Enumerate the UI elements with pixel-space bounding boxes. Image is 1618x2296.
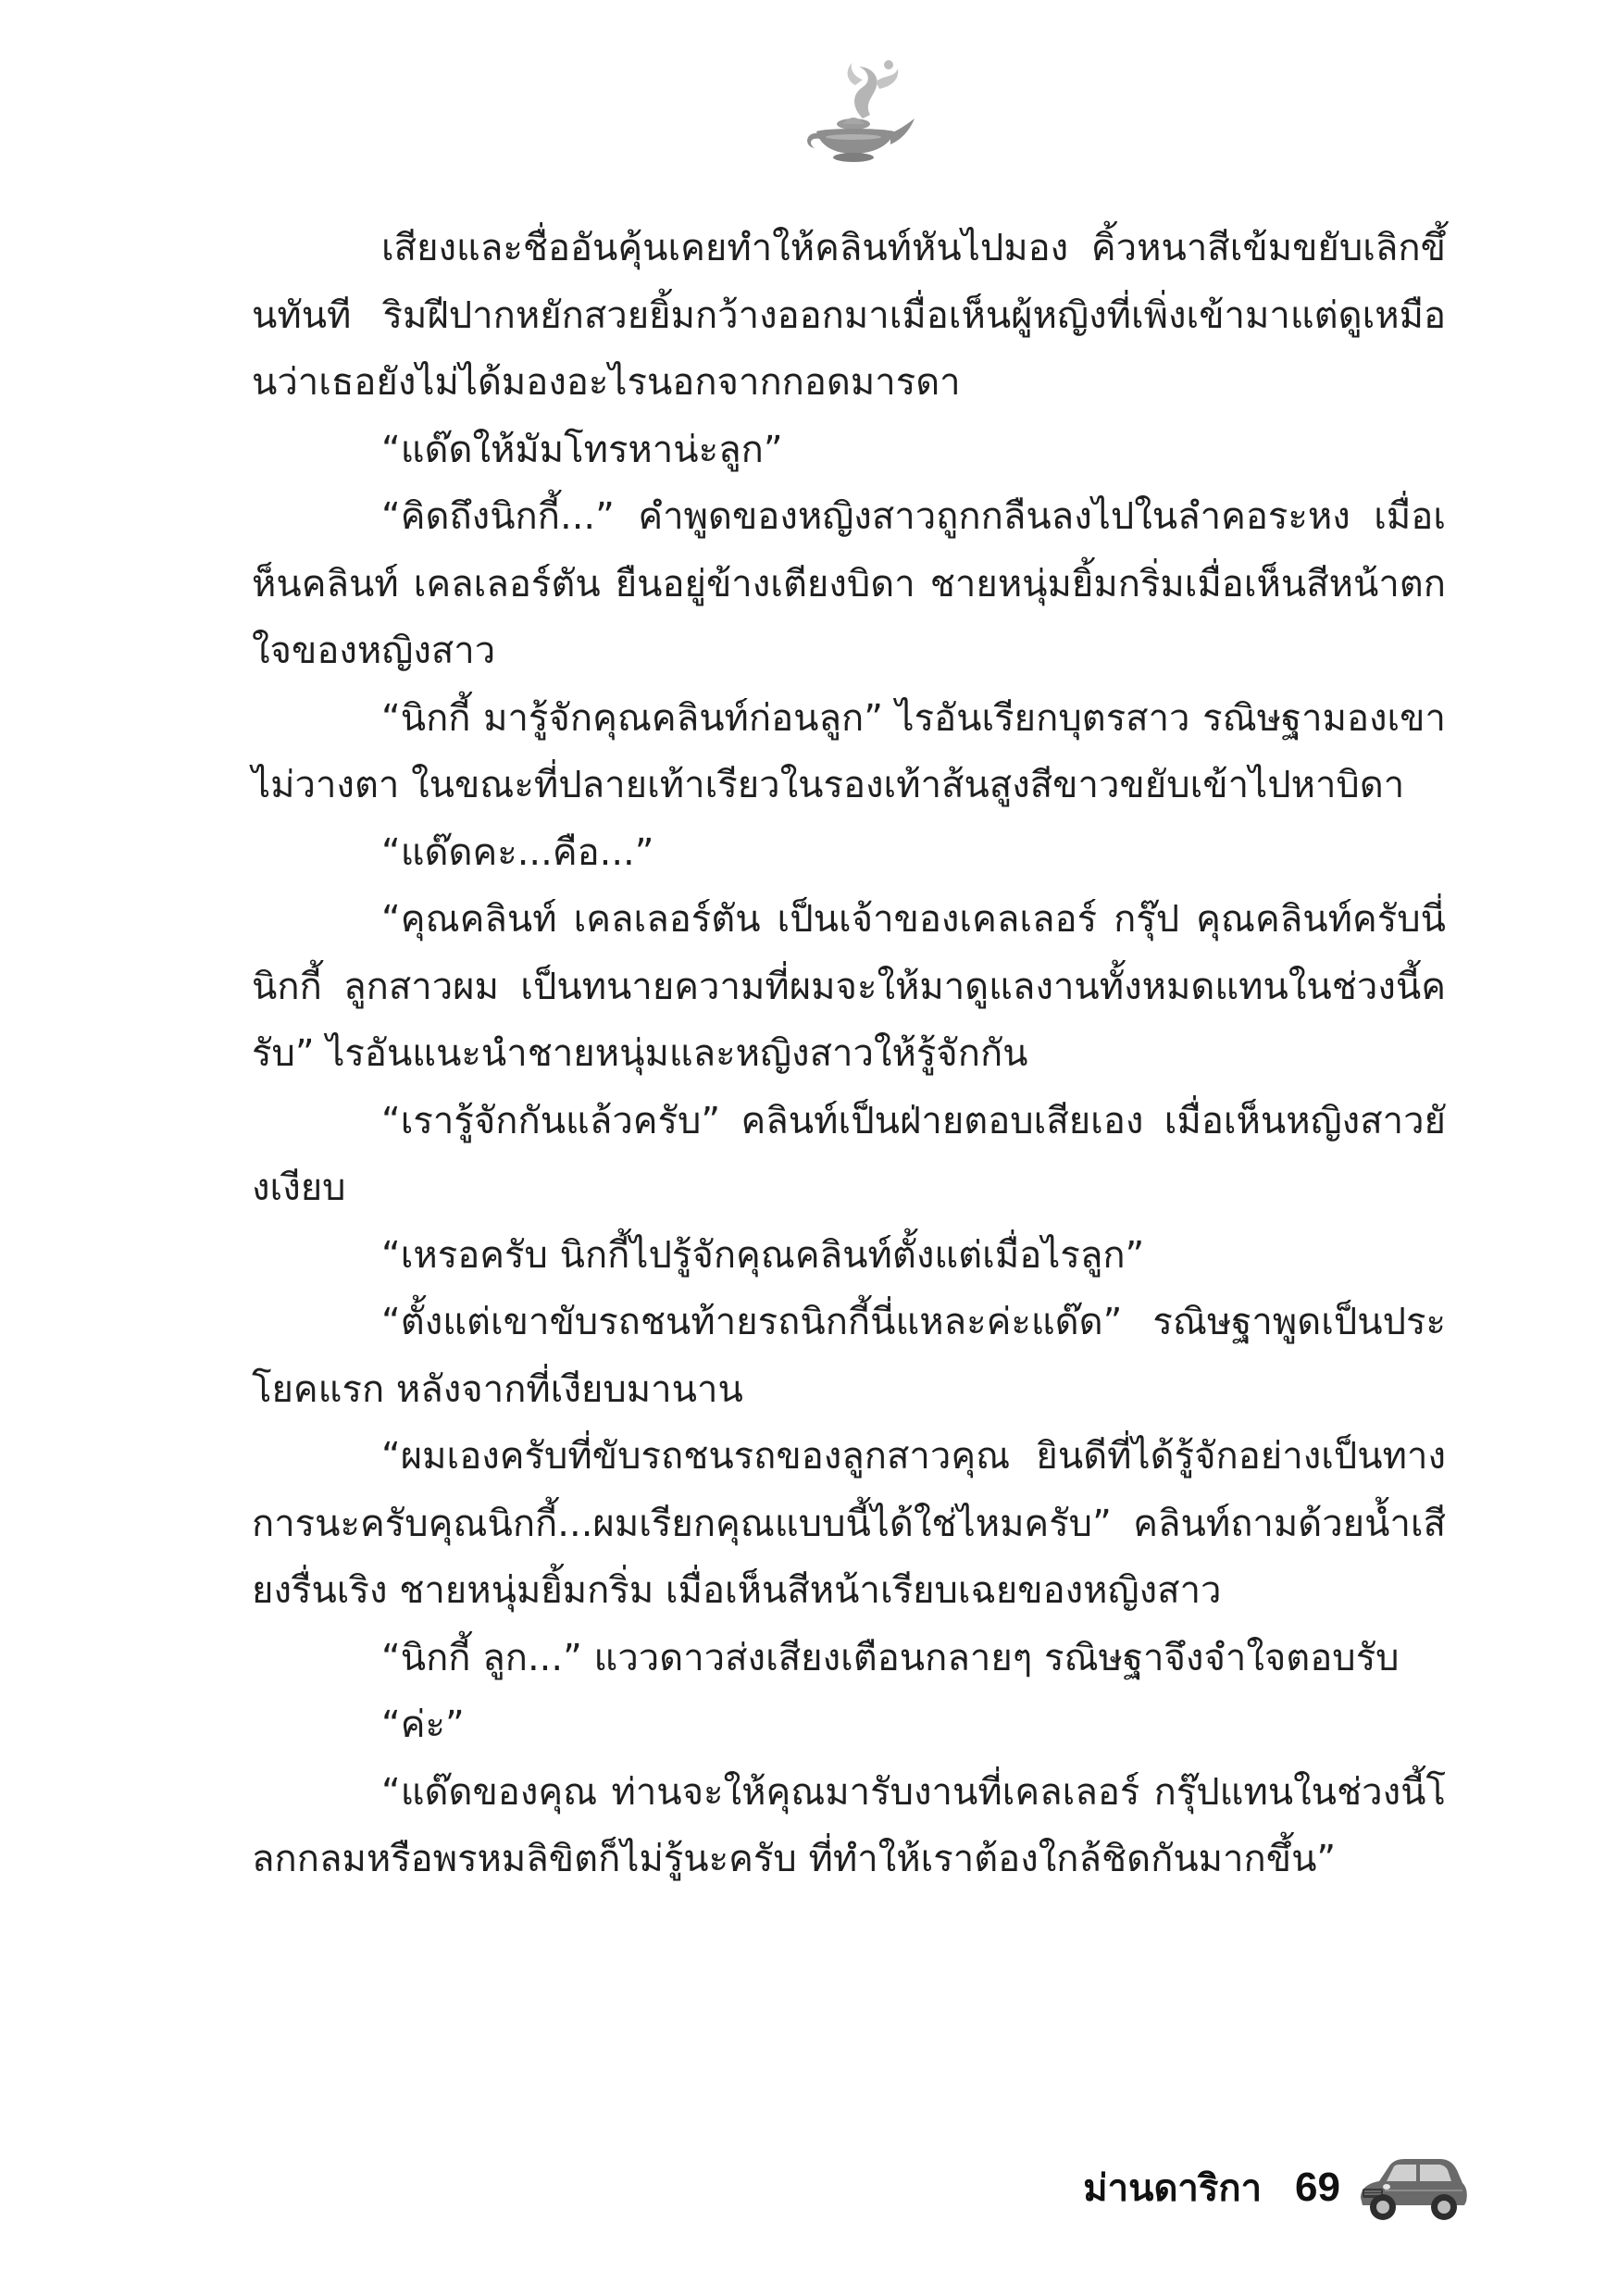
paragraph: “คุณคลินท์ เคลเลอร์ตัน เป็นเจ้าของเคลเลอร์ กรุ๊ป คุณคลินท์ครับนี่นิกกี้ ลูกสาวผม เป็นทนายความที่ผมจะให้มาดูแลงานทั้งหมดแทนในช่วงนี้ครับ” ไรอันแนะนำชายหนุ่มและหญิงสาวให้รู้จักกัน [252, 898, 1446, 1075]
running-title: ม่านดาริกา [1083, 2167, 1263, 2210]
paragraph: “เรารู้จักกันแล้วครับ” คลินท์เป็นฝ่ายตอบเสียเอง เมื่อเห็นหญิงสาวยังเงียบ [252, 1099, 1446, 1209]
page-footer [1083, 2146, 1470, 2229]
paragraph: “ค่ะ” [381, 1703, 465, 1746]
paragraph: “นิกกี้ มารู้จักคุณคลินท์ก่อนลูก” ไรอันเรียกบุตรสาว รณิษฐามองเขาไม่วางตา ในขณะที่ปลายเท้าเรียวในรองเท้าส้นสูงสีขาวขยับเข้าไปหาบิดา [252, 696, 1446, 806]
paragraph: “แด๊ดของคุณ ท่านจะให้คุณมารับงานที่เคลเลอร์ กรุ๊ปแทนในช่วงนี้โลกกลมหรือพรหมลิขิตก็ไม่รู้นะครับ ที่ทำให้เราต้องใกล้ชิดกันมากขึ้น” [252, 1770, 1446, 1880]
paragraph: “คิดถึงนิกกี้...” คำพูดของหญิงสาวถูกกลืนลงไปในลำคอระหง เมื่อเห็นคลินท์ เคลเลอร์ตัน ยืนอยู่ข้างเตียงบิดา ชายหนุ่มยิ้มกริ่มเมื่อเห็นสีหน้าตกใจของหญิงสาว [252, 495, 1446, 672]
paragraph: เสียงและชื่ออันคุ้นเคยทำให้คลินท์หันไปมอง คิ้วหนาสีเข้มขยับเลิกขึ้นทันที ริมฝีปากหยักสวยยิ้มกว้างออกมาเมื่อเห็นผู้หญิงที่เพิ่งเข้ามาแต่ดูเหมือนว่าเธอยังไม่ได้มองอะไรนอกจากกอดมารดา [252, 227, 1446, 404]
paragraph: “ตั้งแต่เขาขับรถชนท้ายรถนิกกี้นี่แหละค่ะแด๊ด” รณิษฐาพูดเป็นประโยคแรก หลังจากที่เงียบมานาน [252, 1301, 1446, 1411]
suv-car-icon [1355, 2152, 1470, 2224]
magic-lamp-icon [798, 54, 918, 174]
paragraph: “นิกกี้ ลูก...” แววดาวส่งเสียงเตือนกลายๆ รณิษฐาจึงจำใจตอบรับ [381, 1636, 1400, 1679]
paragraph: “ผมเองครับที่ขับรถชนรถของลูกสาวคุณ ยินดีที่ได้รู้จักอย่างเป็นทางการนะครับคุณนิกกี้...ผมเรียกคุณแบบนี้ได้ใช่ไหมครับ” คลินท์ถามด้วยน้ำเสียงรื่นเริง ชายหนุ่มยิ้มกริ่ม เมื่อเห็นสีหน้าเรียบเฉยของหญิงสาว [252, 1435, 1446, 1612]
page-number: 69 [1295, 2165, 1340, 2210]
paragraph: “แด๊ดคะ...คือ...” [381, 830, 654, 874]
chapter-body-text [252, 215, 1446, 1893]
paragraph: “เหรอครับ นิกกี้ไปรู้จักคุณคลินท์ตั้งแต่เมื่อไรลูก” [381, 1233, 1145, 1277]
paragraph: “แด๊ดให้มัมโทรหาน่ะลูก” [381, 428, 783, 471]
